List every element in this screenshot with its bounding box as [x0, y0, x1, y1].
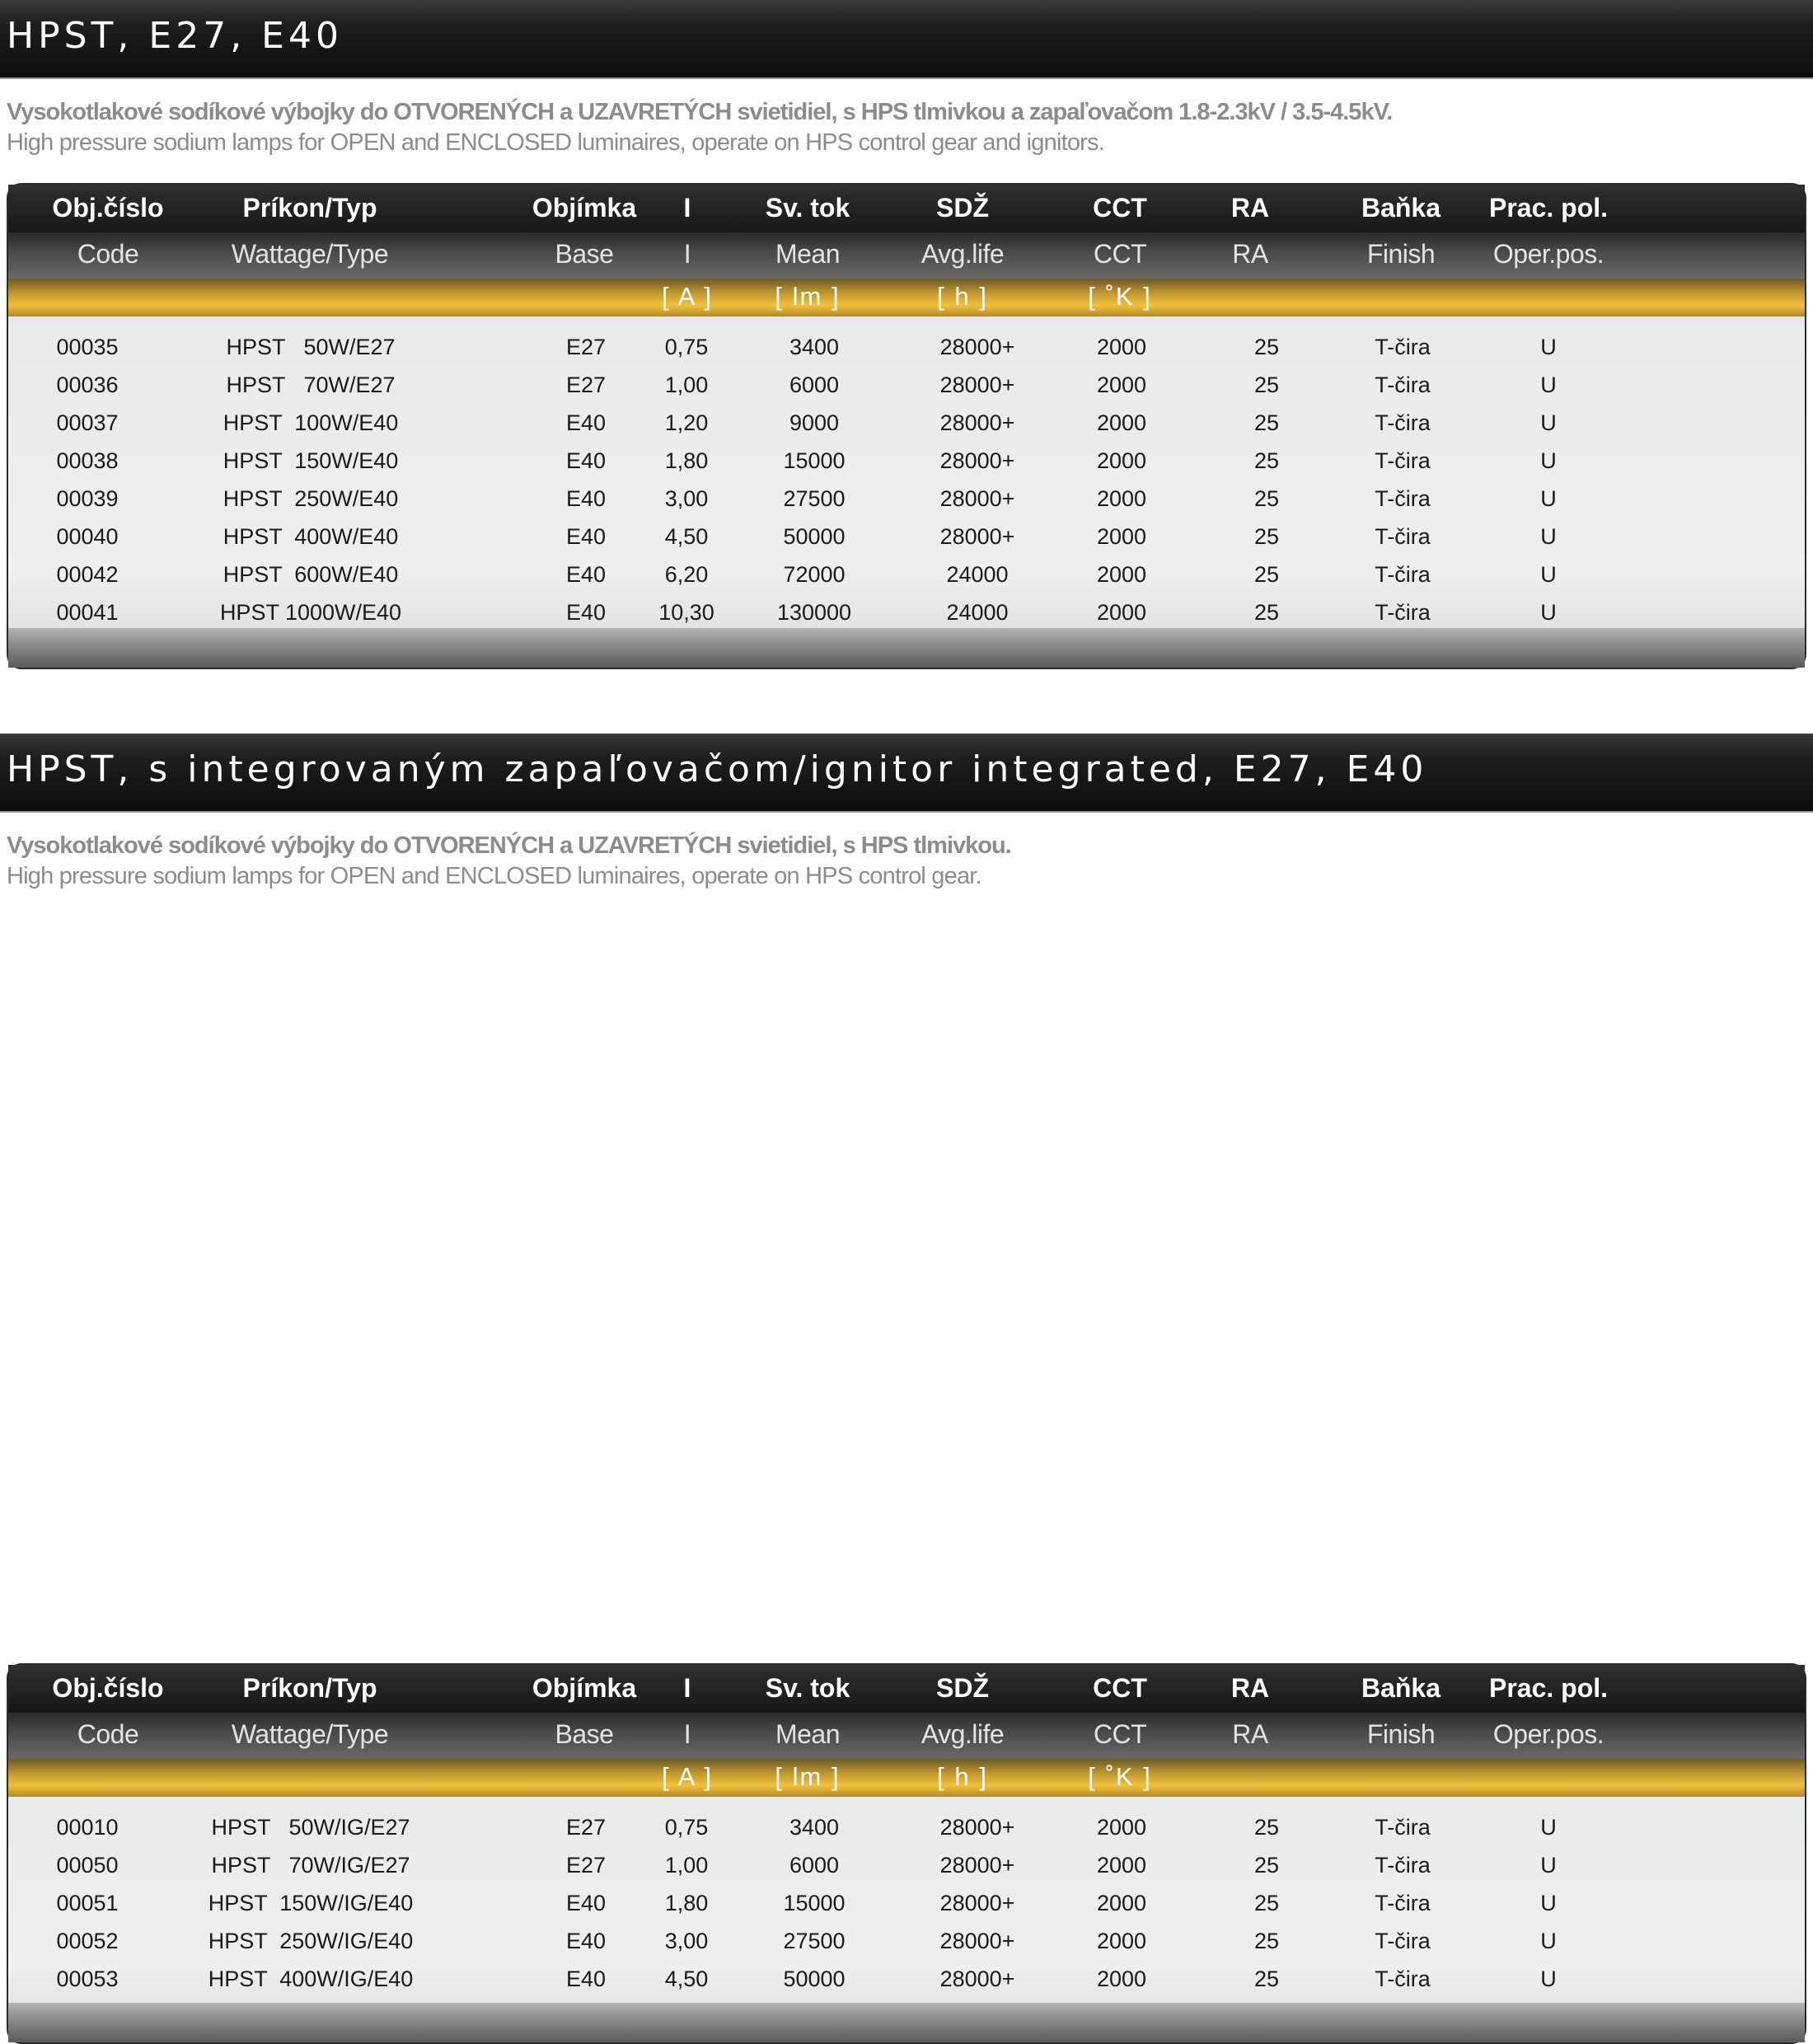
cell-finish: T-čira [1375, 410, 1431, 435]
cell-current: 3,00 [664, 1929, 709, 1953]
section-title: HPST, E27, E40 [7, 15, 343, 57]
cell-code: 00050 [56, 1853, 119, 1878]
column-unit-luminous-flux: [ lm ] [775, 282, 841, 311]
cell-wattage-type: HPST 250W/IG/E40 [208, 1929, 414, 1953]
cell-finish: T-čira [1375, 486, 1431, 511]
table-row [8, 366, 1805, 404]
cell-oper-pos: U [1540, 1891, 1557, 1915]
cell-wattage-type: HPST 400W/IG/E40 [208, 1967, 414, 1991]
table-header-units [8, 1759, 1805, 1797]
cell-current: 1,00 [664, 1853, 709, 1878]
cell-code: 00038 [56, 448, 119, 473]
cell-luminous-flux: 3400 [789, 1815, 840, 1840]
cell-avg-life: 28000+ [939, 1853, 1015, 1878]
cell-base: E27 [565, 373, 607, 397]
cell-current: 6,20 [664, 562, 709, 587]
cell-avg-life: 28000+ [939, 1967, 1015, 1991]
column-header-finish: Baňka [1361, 1673, 1441, 1703]
cell-current: 3,00 [664, 486, 709, 511]
cell-code: 00052 [56, 1929, 119, 1953]
cell-oper-pos: U [1540, 448, 1557, 473]
column-header-cct: CCT [1093, 193, 1147, 223]
column-header-cct: CCT [1093, 1673, 1147, 1703]
cell-avg-life: 24000 [946, 600, 1009, 625]
column-header-base: Objímka [532, 1673, 637, 1703]
column-header-avg-life: SDŽ [936, 1673, 989, 1703]
column-subheader-ra: RA [1232, 239, 1268, 269]
column-unit-avg-life: [ h ] [937, 1762, 988, 1791]
column-header-code: Obj.číslo [52, 1673, 164, 1703]
section-title-bar [0, 0, 1813, 79]
cell-current: 1,20 [664, 410, 709, 435]
column-subheader-avg-life: Avg.life [921, 239, 1005, 269]
table-row [8, 1960, 1805, 1998]
cell-luminous-flux: 6000 [789, 373, 840, 397]
cell-luminous-flux: 27500 [783, 1929, 846, 1953]
cell-avg-life: 28000+ [939, 1891, 1015, 1915]
cell-finish: T-čira [1375, 1967, 1431, 1991]
cell-ra: 25 [1253, 486, 1280, 511]
table-row [8, 480, 1805, 518]
table-header-english [8, 1713, 1805, 1759]
cell-base: E40 [565, 562, 607, 587]
column-subheader-cct: CCT [1093, 1719, 1147, 1749]
cell-oper-pos: U [1540, 1967, 1557, 1991]
table-row [8, 1922, 1805, 1960]
cell-ra: 25 [1253, 1815, 1280, 1840]
column-subheader-finish: Finish [1366, 239, 1436, 269]
cell-cct: 2000 [1096, 373, 1147, 397]
column-header-oper-pos: Prac. pol. [1488, 1673, 1609, 1703]
cell-cct: 2000 [1096, 524, 1147, 549]
cell-code: 00040 [56, 524, 119, 549]
column-subheader-current: I [683, 1719, 691, 1749]
column-subheader-oper-pos: Oper.pos. [1492, 239, 1605, 269]
cell-code: 00041 [56, 600, 119, 625]
cell-luminous-flux: 50000 [783, 1967, 846, 1991]
product-table [7, 183, 1806, 669]
cell-luminous-flux: 15000 [783, 1891, 846, 1915]
cell-ra: 25 [1253, 1967, 1280, 1991]
cell-avg-life: 28000+ [939, 410, 1015, 435]
column-subheader-base: Base [555, 239, 614, 269]
column-header-wattage-type: Príkon/Typ [242, 193, 377, 223]
cell-oper-pos: U [1540, 373, 1557, 397]
cell-finish: T-čira [1375, 600, 1431, 625]
column-subheader-ra: RA [1232, 1719, 1268, 1749]
cell-avg-life: 28000+ [939, 1815, 1015, 1840]
cell-avg-life: 28000+ [939, 448, 1015, 473]
cell-luminous-flux: 9000 [789, 410, 840, 435]
column-header-finish: Baňka [1361, 193, 1441, 223]
cell-oper-pos: U [1540, 1853, 1557, 1878]
column-subheader-code: Code [77, 239, 139, 269]
cell-cct: 2000 [1096, 1891, 1147, 1915]
cell-cct: 2000 [1096, 1853, 1147, 1878]
product-table [7, 1663, 1806, 2044]
cell-code: 00051 [56, 1891, 119, 1915]
cell-base: E40 [565, 524, 607, 549]
column-unit-cct: [ ˚K ] [1088, 282, 1152, 311]
table-row [8, 442, 1805, 480]
cell-luminous-flux: 6000 [789, 1853, 840, 1878]
cell-wattage-type: HPST 400W/E40 [223, 524, 399, 549]
column-subheader-avg-life: Avg.life [921, 1719, 1005, 1749]
cell-base: E40 [565, 1891, 607, 1915]
cell-cct: 2000 [1096, 1967, 1147, 1991]
cell-oper-pos: U [1540, 524, 1557, 549]
cell-finish: T-čira [1375, 1815, 1431, 1840]
cell-wattage-type: HPST 100W/E40 [223, 410, 399, 435]
column-header-current: I [683, 1673, 691, 1703]
column-header-luminous-flux: Sv. tok [765, 1673, 850, 1703]
table-row [8, 328, 1805, 366]
cell-wattage-type: HPST 70W/E27 [226, 373, 396, 397]
cell-cct: 2000 [1096, 1929, 1147, 1953]
cell-cct: 2000 [1096, 448, 1147, 473]
cell-ra: 25 [1253, 335, 1280, 359]
cell-luminous-flux: 50000 [783, 524, 846, 549]
column-subheader-current: I [683, 239, 691, 269]
cell-avg-life: 28000+ [939, 524, 1015, 549]
column-unit-current: [ A ] [662, 1762, 713, 1791]
column-unit-current: [ A ] [662, 282, 713, 311]
column-subheader-code: Code [77, 1719, 139, 1749]
cell-wattage-type: HPST 70W/IG/E27 [211, 1853, 410, 1878]
cell-oper-pos: U [1540, 600, 1557, 625]
column-subheader-base: Base [555, 1719, 614, 1749]
cell-avg-life: 28000+ [939, 373, 1015, 397]
cell-oper-pos: U [1540, 335, 1557, 359]
cell-base: E40 [565, 1967, 607, 1991]
cell-finish: T-čira [1375, 562, 1431, 587]
cell-current: 1,00 [664, 373, 709, 397]
column-header-code: Obj.číslo [52, 193, 164, 223]
column-subheader-luminous-flux: Mean [775, 1719, 841, 1749]
column-unit-avg-life: [ h ] [937, 282, 988, 311]
cell-base: E27 [565, 1815, 607, 1840]
column-subheader-wattage-type: Wattage/Type [231, 239, 389, 269]
column-subheader-cct: CCT [1093, 239, 1147, 269]
table-row [8, 1884, 1805, 1922]
cell-wattage-type: HPST 50W/E27 [226, 335, 396, 359]
description-slovak: Vysokotlakové sodíkové výbojky do OTVORENÝCH a UZAVRETÝCH svietidiel, s HPS tlmivkou a zapaľovačom 1.8-2.3kV / 3.5-4.5kV. [7, 99, 1393, 125]
cell-ra: 25 [1253, 373, 1280, 397]
cell-wattage-type: HPST 1000W/E40 [219, 600, 402, 625]
column-subheader-wattage-type: Wattage/Type [231, 1719, 389, 1749]
cell-wattage-type: HPST 250W/E40 [223, 486, 399, 511]
cell-luminous-flux: 130000 [776, 600, 852, 625]
cell-avg-life: 28000+ [939, 1929, 1015, 1953]
cell-wattage-type: HPST 50W/IG/E27 [211, 1815, 410, 1840]
table-row [8, 1846, 1805, 1884]
cell-base: E40 [565, 600, 607, 625]
cell-finish: T-čira [1375, 448, 1431, 473]
column-header-current: I [683, 193, 691, 223]
cell-finish: T-čira [1375, 335, 1431, 359]
column-unit-luminous-flux: [ lm ] [775, 1762, 841, 1791]
cell-wattage-type: HPST 150W/IG/E40 [208, 1891, 414, 1915]
cell-finish: T-čira [1375, 373, 1431, 397]
cell-finish: T-čira [1375, 1929, 1431, 1953]
cell-base: E40 [565, 448, 607, 473]
cell-ra: 25 [1253, 562, 1280, 587]
cell-luminous-flux: 15000 [783, 448, 846, 473]
cell-current: 4,50 [664, 524, 709, 549]
cell-code: 00010 [56, 1815, 119, 1840]
table-footer [8, 2003, 1805, 2042]
column-header-wattage-type: Príkon/Typ [242, 1673, 377, 1703]
description-english: High pressure sodium lamps for OPEN and ENCLOSED luminaires, operate on HPS control gear. [7, 863, 981, 889]
cell-code: 00042 [56, 562, 119, 587]
cell-ra: 25 [1253, 600, 1280, 625]
cell-current: 4,50 [664, 1967, 709, 1991]
column-unit-cct: [ ˚K ] [1088, 1762, 1152, 1791]
cell-current: 10,30 [658, 600, 714, 625]
cell-ra: 25 [1253, 1891, 1280, 1915]
description-english: High pressure sodium lamps for OPEN and ENCLOSED luminaires, operate on HPS control gear and ignitors. [7, 129, 1104, 156]
cell-oper-pos: U [1540, 562, 1557, 587]
cell-cct: 2000 [1096, 335, 1147, 359]
cell-ra: 25 [1253, 1929, 1280, 1953]
cell-cct: 2000 [1096, 600, 1147, 625]
cell-avg-life: 28000+ [939, 335, 1015, 359]
cell-current: 1,80 [664, 448, 709, 473]
table-header-slovak [8, 1665, 1805, 1713]
cell-luminous-flux: 3400 [789, 335, 840, 359]
description-slovak: Vysokotlakové sodíkové výbojky do OTVORENÝCH a UZAVRETÝCH svietidiel, s HPS tlmivkou. [7, 832, 1011, 859]
cell-ra: 25 [1253, 1853, 1280, 1878]
cell-oper-pos: U [1540, 486, 1557, 511]
column-header-oper-pos: Prac. pol. [1488, 193, 1609, 223]
cell-luminous-flux: 72000 [783, 562, 846, 587]
cell-code: 00039 [56, 486, 119, 511]
cell-wattage-type: HPST 150W/E40 [223, 448, 399, 473]
cell-code: 00037 [56, 410, 119, 435]
cell-ra: 25 [1253, 448, 1280, 473]
cell-base: E27 [565, 1853, 607, 1878]
cell-oper-pos: U [1540, 410, 1557, 435]
column-header-base: Objímka [532, 193, 637, 223]
cell-code: 00035 [56, 335, 119, 359]
cell-base: E40 [565, 486, 607, 511]
table-row [8, 404, 1805, 442]
cell-base: E27 [565, 335, 607, 359]
column-subheader-oper-pos: Oper.pos. [1492, 1719, 1605, 1749]
cell-base: E40 [565, 410, 607, 435]
cell-finish: T-čira [1375, 524, 1431, 549]
cell-luminous-flux: 27500 [783, 486, 846, 511]
cell-oper-pos: U [1540, 1815, 1557, 1840]
cell-current: 0,75 [664, 335, 709, 359]
column-subheader-finish: Finish [1366, 1719, 1436, 1749]
cell-avg-life: 28000+ [939, 486, 1015, 511]
table-row [8, 556, 1805, 593]
table-header-english [8, 232, 1805, 279]
cell-finish: T-čira [1375, 1891, 1431, 1915]
section-title: HPST, s integrovaným zapaľovačom/ignitor integrated, E27, E40 [7, 748, 1428, 790]
cell-oper-pos: U [1540, 1929, 1557, 1953]
cell-code: 00053 [56, 1967, 119, 1991]
column-header-ra: RA [1230, 193, 1270, 223]
cell-current: 0,75 [664, 1815, 709, 1840]
column-header-avg-life: SDŽ [936, 193, 989, 223]
table-header-slovak [8, 185, 1805, 232]
cell-avg-life: 24000 [946, 562, 1009, 587]
table-row [8, 1808, 1805, 1846]
cell-cct: 2000 [1096, 410, 1147, 435]
cell-finish: T-čira [1375, 1853, 1431, 1878]
cell-cct: 2000 [1096, 486, 1147, 511]
column-subheader-luminous-flux: Mean [775, 239, 841, 269]
column-header-luminous-flux: Sv. tok [765, 193, 850, 223]
cell-cct: 2000 [1096, 562, 1147, 587]
cell-ra: 25 [1253, 524, 1280, 549]
cell-cct: 2000 [1096, 1815, 1147, 1840]
table-header-units [8, 279, 1805, 316]
table-footer [8, 628, 1805, 668]
cell-base: E40 [565, 1929, 607, 1953]
section-title-bar [0, 734, 1813, 813]
table-row [8, 593, 1805, 631]
cell-ra: 25 [1253, 410, 1280, 435]
cell-code: 00036 [56, 373, 119, 397]
column-header-ra: RA [1230, 1673, 1270, 1703]
table-row [8, 518, 1805, 556]
cell-current: 1,80 [664, 1891, 709, 1915]
cell-wattage-type: HPST 600W/E40 [223, 562, 399, 587]
